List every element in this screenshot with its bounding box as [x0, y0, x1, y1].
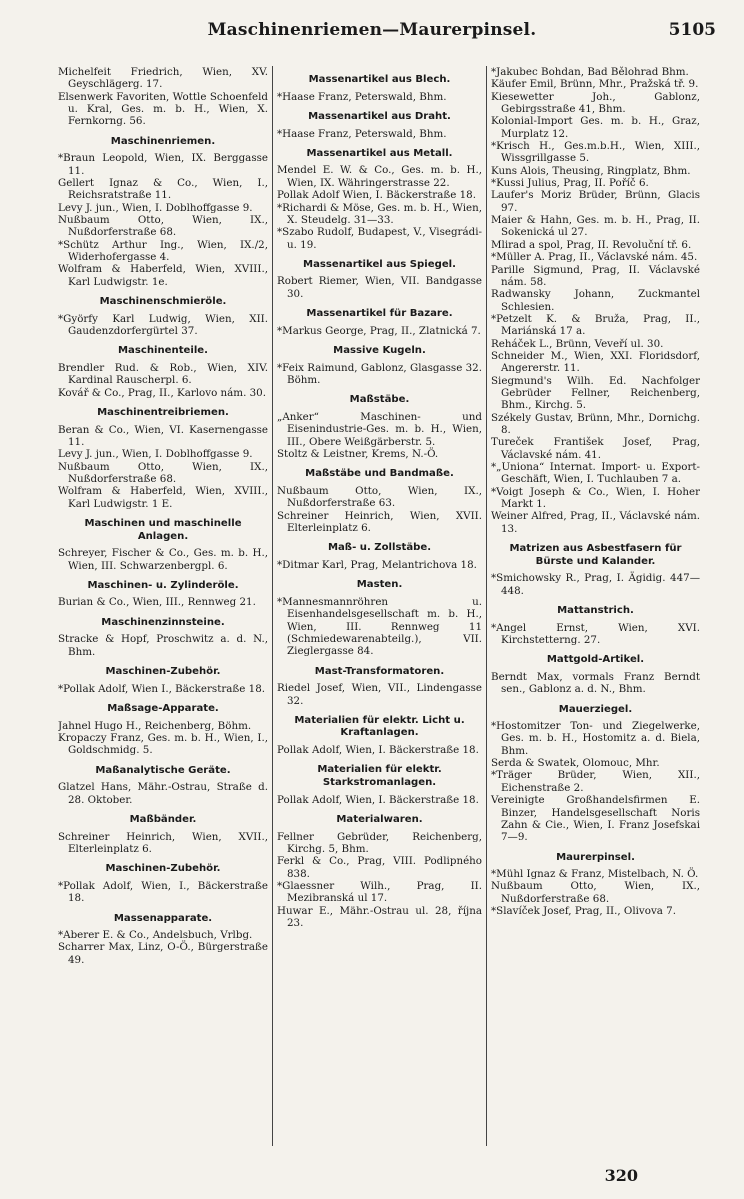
- directory-entry: *Richardi & Möse, Ges. m. b. H., Wien, X. Steudelg. 31—33.: [277, 201, 482, 226]
- directory-entry: Kolonial-Import Ges. m. b. H., Graz, Murplatz 12.: [491, 115, 700, 140]
- category-heading: Matrizen aus Asbestfasern für Bürste und Kalander.: [509, 543, 682, 567]
- directory-entry: *Voigt Joseph & Co., Wien, I. Hoher Markt 1.: [491, 485, 700, 511]
- directory-entry: *Pollak Adolf, Wien I., Bäckerstraße 18.: [58, 682, 266, 695]
- directory-entry: Gellert Ignaz & Co., Wien, I., Reichsratstraße 11.: [58, 177, 268, 202]
- category-heading: Maschinenschmieröle.: [99, 296, 227, 308]
- directory-entry: Wolfram & Haberfeld, Wien, XVIII., Karl Ludwigstr. 1 E.: [58, 485, 268, 510]
- category-heading: Massenartikel aus Metall.: [306, 147, 453, 159]
- directory-entry: Berndt Max, vormals Franz Berndt sen., Gablonz a. d. N., Bhm.: [491, 670, 700, 696]
- running-title: Maschinenriemen—Maurerpinsel.: [207, 20, 537, 40]
- directory-entry: *Jakubec Bohdan, Bad Bělohrad Bhm.: [491, 66, 689, 78]
- directory-entry: Radwansky Johann, Zuckmantel Schlesien.: [491, 288, 700, 313]
- directory-entry: Huwar E., Mähr.-Ostrau ul. 28, října 23.: [277, 904, 482, 929]
- column-middle: [272, 66, 486, 1146]
- category-heading: Mast-Transformatoren.: [314, 665, 445, 677]
- directory-entry: Brendler Rud. & Rob., Wien, XIV. Kardinal Rauscherpl. 6.: [58, 361, 268, 387]
- directory-entry: Levy J. jun., Wien, I. Doblhoffgasse 9.: [58, 201, 253, 214]
- directory-entry: Nußbaum Otto, Wien, IX., Nußdorferstraße 63.: [277, 484, 482, 510]
- category-heading: Maßstäbe und Bandmaße.: [305, 468, 454, 480]
- category-heading: Materialwaren.: [336, 813, 423, 825]
- directory-entry: Weiner Alfred, Prag, II., Václavské nám. 13.: [491, 510, 700, 535]
- directory-entry: Levy J. jun., Wien, I. Doblhoffgasse 9.: [58, 448, 253, 461]
- directory-entry: *Träger Brüder, Wien, XII., Eichenstraße 2.: [491, 769, 700, 794]
- directory-entry: *„Uniona“ Internat. Import- u. Export-Geschäft, Wien, I. Tuchlauben 7 a.: [491, 461, 700, 486]
- directory-entry: *Angel Ernst, Wien, XVI. Kirchstetterng. 27.: [491, 621, 700, 646]
- page-header: [0, 14, 744, 42]
- directory-entry: Scharrer Max, Linz, O-Ö., Bürgerstraße 49.: [58, 941, 268, 966]
- category-heading: Maschinen-Zubehör.: [105, 863, 221, 875]
- category-heading: Massive Kugeln.: [333, 345, 426, 357]
- directory-entry: Kuns Alois, Theusing, Ringplatz, Bhm.: [491, 164, 691, 177]
- category-heading: Massenartikel für Bazare.: [306, 308, 453, 320]
- directory-entry: *Hostomitzer Ton- und Ziegelwerke, Ges. m. b. H., Hostomitz a. d. Biela, Bhm.: [491, 720, 700, 757]
- category-heading: Maschinenriemen.: [110, 135, 216, 147]
- directory-entry: *Mannesmannröhren u. Eisenhandelsgesellschaft m. b. H., Wien, III. Rennweg 11 (Schmiedewarenabteilg.), VII. Zieglergasse 84.: [277, 595, 482, 658]
- directory-entry: Mendel E. W. & Co., Ges. m. b. H., Wien, IX. Währingerstrasse 22.: [277, 164, 482, 189]
- directory-entry: Székely Gustav, Brünn, Mhr., Dornichg. 8.: [491, 411, 700, 436]
- directory-entry: Elsenwerk Favoriten, Wottle Schoenfeld u. Kral, Ges. m. b. H., Wien, X. Fernkorng. 56.: [58, 90, 268, 128]
- directory-entry: Pollak Adolf, Wien, I. Bäckerstraße 18.: [277, 744, 479, 757]
- directory-entry: Fellner Gebrüder, Reichenberg, Kirchg. 5, Bhm.: [277, 830, 482, 855]
- directory-entry: *Pollak Adolf, Wien, I., Bäckerstraße 18.: [58, 879, 268, 905]
- directory-entry: Nußbaum Otto, Wien, IX., Nußdorferstraße 68.: [58, 460, 268, 485]
- directory-entry: Kovář & Co., Prag, II., Karlovo nám. 30.: [58, 386, 266, 399]
- directory-entry: *Smichowsky R., Prag, I. Ägidig. 447—448.: [491, 572, 700, 597]
- category-heading: Maschinen und maschinelle Anlagen.: [84, 518, 242, 542]
- directory-entry: *Ditmar Karl, Prag, Melantrichova 18.: [277, 558, 477, 571]
- category-heading: Massenapparate.: [113, 912, 213, 924]
- directory-entry: Siegmund's Wilh. Ed. Nachfolger Gebrüder Fellner, Reichenberg, Bhm., Kirchg. 5.: [491, 374, 700, 412]
- directory-entry: Beran & Co., Wien, VI. Kasernengasse 11.: [58, 423, 268, 448]
- category-heading: Maschinen-Zubehör.: [105, 666, 221, 678]
- directory-entry: *Haase Franz, Peterswald, Bhm.: [277, 90, 447, 103]
- directory-entry: Wolfram & Haberfeld, Wien, XVIII., Karl Ludwigstr. 1e.: [58, 263, 268, 288]
- directory-entry: Robert Riemer, Wien, VII. Bandgasse 30.: [277, 275, 482, 300]
- category-heading: Maß- u. Zollstäbe.: [327, 542, 432, 554]
- directory-entry: Maier & Hahn, Ges. m. b. H., Prag, II. Sokenická ul 27.: [491, 214, 700, 239]
- directory-entry: Kiesewetter Joh., Gablonz, Gebirgsstraße 41, Bhm.: [491, 90, 700, 116]
- directory-entry: *Slavíček Josef, Prag, II., Olivova 7.: [491, 905, 676, 918]
- directory-entry: *Haase Franz, Peterswald, Bhm.: [277, 127, 447, 140]
- directory-entry: Michelfeit Friedrich, Wien, XV. Geyschlägerg. 17.: [58, 66, 268, 91]
- directory-entry: *Kussi Julius, Prag, II. Poříč 6.: [491, 177, 649, 190]
- column-left: [58, 66, 272, 1146]
- directory-entry: *Braun Leopold, Wien, IX. Berggasse 11.: [58, 152, 268, 177]
- directory-entry: Stoltz & Leistner, Krems, N.-Ö.: [277, 448, 439, 460]
- directory-entry: Schreiner Heinrich, Wien, XVII., Elterleinplatz 6.: [58, 830, 268, 855]
- directory-entry: Pollak Adolf Wien, I. Bäckerstraße 18.: [277, 189, 476, 202]
- directory-entry: *Mühl Ignaz & Franz, Mistelbach, N. Ö.: [491, 868, 699, 881]
- category-heading: Materialien für elektr. Starkstromanlagen.: [317, 764, 442, 788]
- category-heading: Massenartikel aus Blech.: [308, 74, 451, 85]
- category-heading: Maurerpinsel.: [556, 851, 635, 863]
- category-heading: Maschinenteile.: [118, 345, 208, 357]
- directory-entry: Ferkl & Co., Prag, VIII. Podlipného 838.: [277, 855, 482, 880]
- directory-entry: Schneider M., Wien, XXI. Floridsdorf, Angererstr. 11.: [491, 349, 700, 375]
- directory-entry: Schreyer, Fischer & Co., Ges. m. b. H., Wien, III. Schwarzenbergpl. 6.: [58, 547, 268, 572]
- directory-entry: Vereinigte Großhandelsfirmen E. Binzer, Handelsgesellschaft Noris Zahn & Cie., Wien, I. Franz Josefskai 7—9.: [491, 794, 700, 844]
- directory-entry: *Markus George, Prag, II., Zlatnická 7.: [277, 324, 481, 337]
- directory-entry: *Szabo Rudolf, Budapest, V., Visegrádi-u. 19.: [277, 226, 482, 251]
- directory-entry: *Krisch H., Ges.m.b.H., Wien, XIII., Wissgrillgasse 5.: [491, 140, 700, 165]
- directory-entry: *Györfy Karl Ludwig, Wien, XII. Gaudenzdorfergürtel 37.: [58, 312, 268, 338]
- column-right: [486, 66, 700, 1146]
- category-heading: Mauerziegel.: [558, 703, 633, 715]
- category-heading: Materialien für elektr. Licht u. Kraftanlagen.: [294, 714, 465, 739]
- category-heading: Maschinen- u. Zylinderöle.: [87, 579, 239, 591]
- category-heading: Massenartikel aus Spiegel.: [303, 258, 456, 270]
- directory-entry: Nußbaum Otto, Wien, IX., Nußdorferstraße 68.: [58, 214, 268, 239]
- directory-entry: Schreiner Heinrich, Wien, XVII. Elterleinplatz 6.: [277, 509, 482, 534]
- category-heading: Mattanstrich.: [557, 604, 634, 616]
- category-heading: Maschinenzinnsteine.: [101, 616, 225, 628]
- category-heading: Massenartikel aus Draht.: [308, 110, 451, 122]
- directory-columns: [58, 66, 700, 1146]
- directory-entry: Burian & Co., Wien, III., Rennweg 21.: [58, 596, 256, 609]
- directory-entry: *Schütz Arthur Ing., Wien, IX./2, Widerhofergasse 4.: [58, 238, 268, 264]
- category-heading: Maßbänder.: [129, 813, 197, 825]
- directory-entry: Parille Sigmund, Prag, II. Václavské nám. 58.: [491, 263, 700, 288]
- directory-entry: *Aberer E. & Co., Andelsbuch, Vrlbg.: [58, 929, 253, 942]
- directory-entry: *Müller A. Prag, II., Václavské nám. 45.: [491, 251, 698, 264]
- directory-entry: Jahnel Hugo H., Reichenberg, Böhm.: [58, 719, 252, 732]
- directory-entry: Laufer's Moriz Brüder, Brünn, Glacis 97.: [491, 189, 700, 214]
- directory-entry: Glatzel Hans, Mähr.-Ostrau, Straße d. 28. Oktober.: [58, 781, 268, 806]
- category-heading: Mattgold-Artikel.: [546, 654, 645, 666]
- directory-entry: *Glaessner Wilh., Prag, II. Mezibranská ul 17.: [277, 879, 482, 905]
- footer-mark: 320: [604, 1166, 638, 1185]
- category-heading: Maschinentreibriemen.: [97, 407, 229, 418]
- directory-entry: Nußbaum Otto, Wien, IX., Nußdorferstraße 68.: [491, 880, 700, 905]
- page-number: 5105: [668, 20, 716, 40]
- directory-entry: Stracke & Hopf, Proschwitz a. d. N., Bhm.: [58, 633, 268, 658]
- directory-entry: Mlirad a spol, Prag, II. Revoluční tř. 6.: [491, 238, 692, 251]
- directory-entry: Pollak Adolf, Wien, I. Bäckerstraße 18.: [277, 793, 479, 806]
- category-heading: Masten.: [356, 579, 403, 591]
- directory-entry: „Anker“ Maschinen- und Eisenindustrie-Ges. m. b. H., Wien, III., Obere Weißgärberstr. 5.: [277, 410, 482, 448]
- directory-entry: Kropaczy Franz, Ges. m. b. H., Wien, I., Goldschmidg. 5.: [58, 731, 268, 757]
- directory-entry: Serda & Swatek, Olomouc, Mhr.: [491, 757, 660, 770]
- directory-entry: Käufer Emil, Brünn, Mhr., Pražská tř. 9.: [491, 78, 699, 91]
- category-heading: Maßstäbe.: [349, 394, 410, 406]
- directory-entry: *Feix Raimund, Gablonz, Glasgasse 32. Böhm.: [277, 361, 482, 387]
- category-heading: Maßsage-Apparate.: [107, 703, 219, 715]
- directory-entry: *Petzelt K. & Bruža, Prag, II., Mariánská 17 a.: [491, 312, 700, 338]
- directory-entry: Riedel Josef, Wien, VII., Lindengasse 32.: [277, 682, 482, 707]
- directory-entry: Reháček L., Brünn, Veveří ul. 30.: [491, 337, 664, 350]
- category-heading: Maßanalytische Geräte.: [95, 764, 231, 776]
- directory-entry: Tureček František Josef, Prag, Václavské nám. 41.: [491, 436, 700, 461]
